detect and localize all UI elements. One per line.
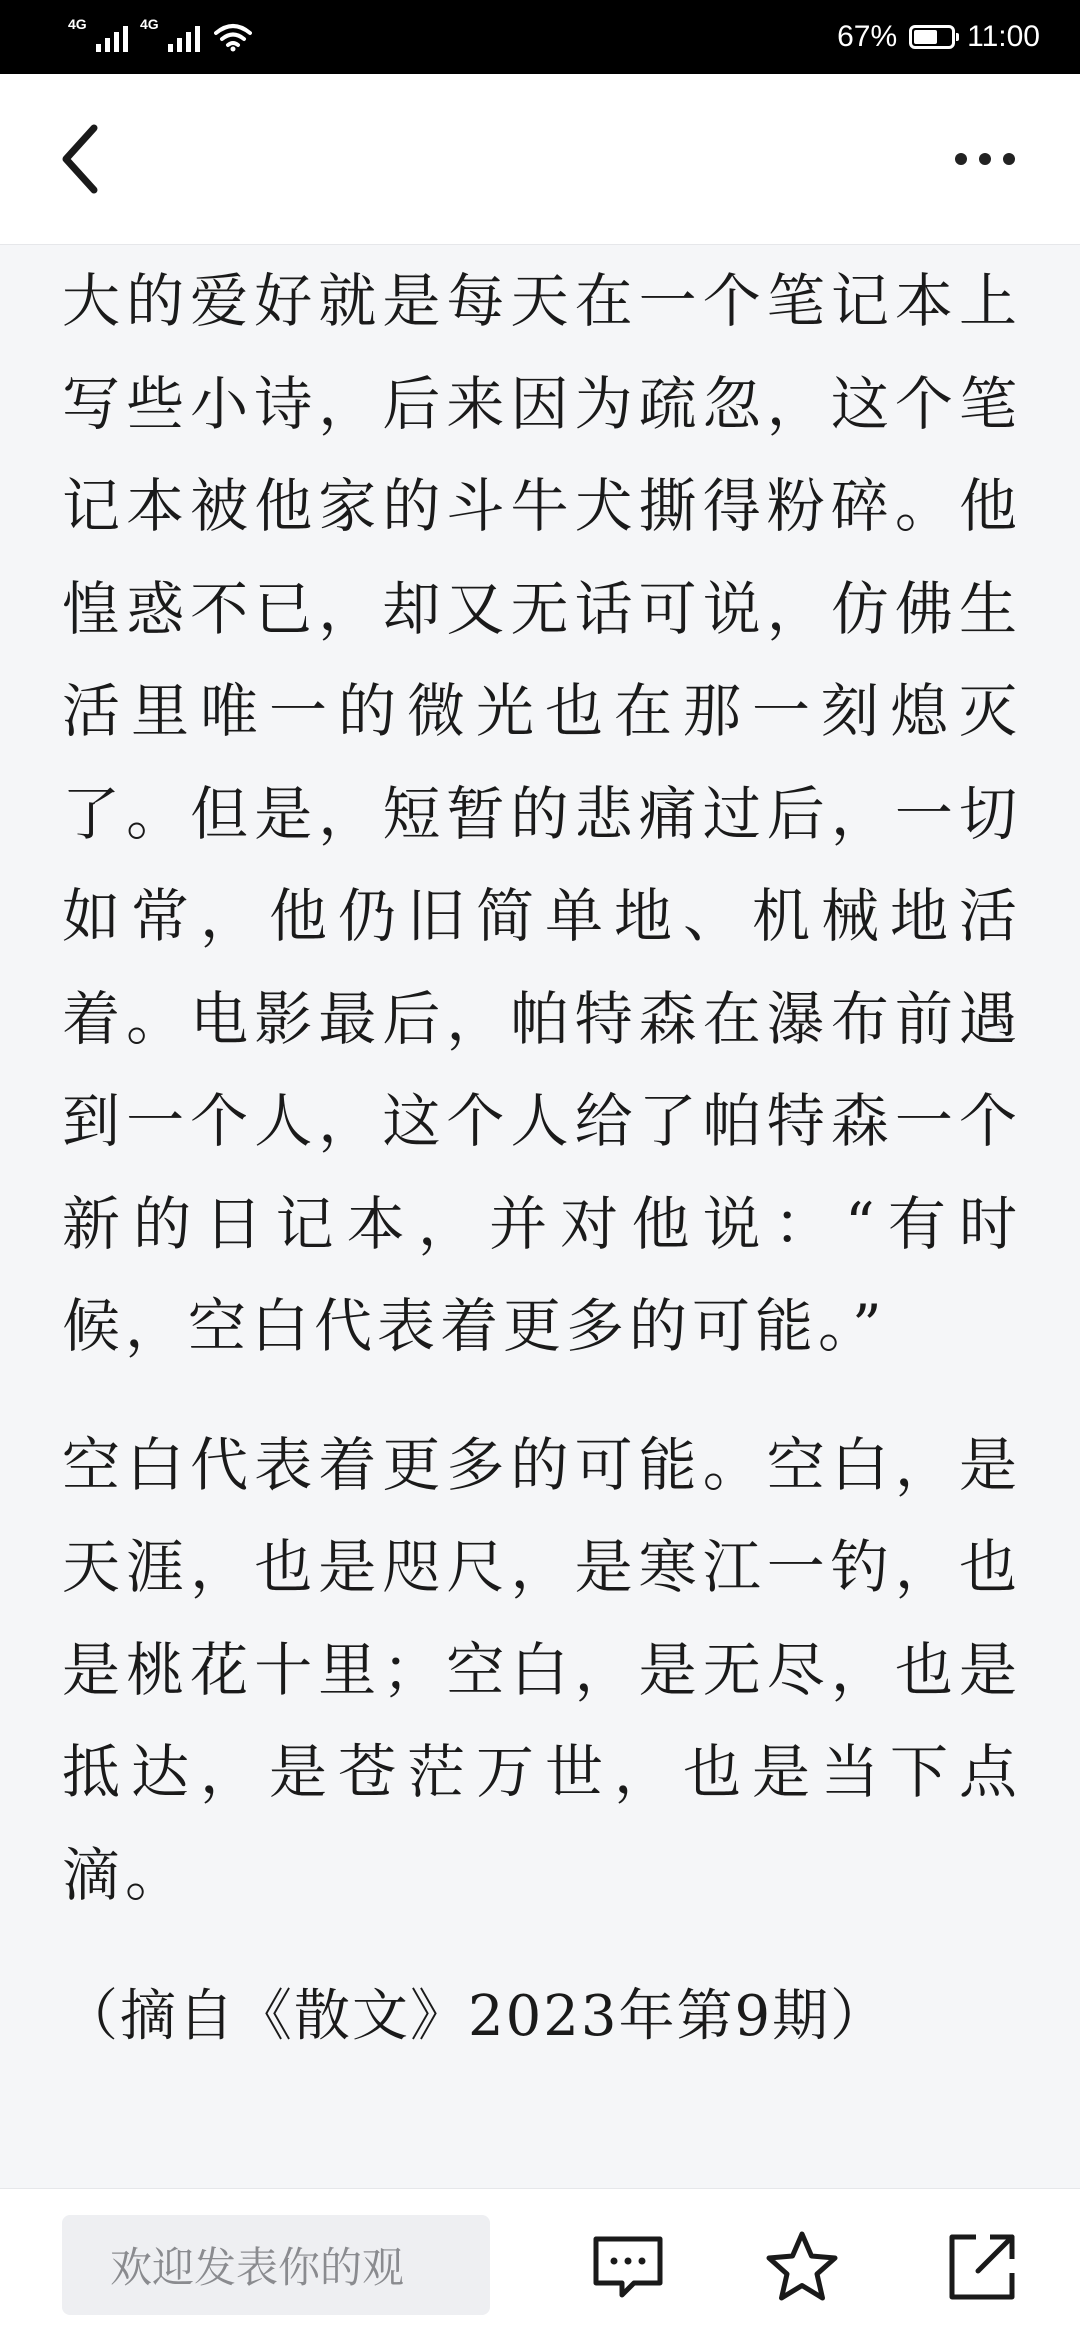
- comment-placeholder: 欢迎发表你的观: [110, 2243, 405, 2292]
- article-paragraph-1: 大的爱好就是每天在一个笔记本上写些小诗，后来因为疏忽，这个笔记本被他家的斗牛犬撕得粉碎。他惶惑不已，却又无话可说，仿佛生活里唯一的微光也在那一刻熄灭了。但是，短暂的悲痛过后，一切如常，他仍旧简单地、机械地活着。电影最后，帕特森在瀑布前遇到一个人，这个人给了帕特森一个新的日记本，并对他说：“有时候，空白代表着更多的可能。”: [62, 267, 1022, 1360]
- comment-button[interactable]: [590, 2229, 666, 2305]
- back-button[interactable]: [58, 114, 138, 204]
- share-icon: [944, 2229, 1020, 2305]
- battery-fill: [914, 30, 937, 44]
- signal-icon-2: [140, 16, 200, 52]
- app-header: [0, 74, 1080, 245]
- network-type-1: 4G: [68, 16, 87, 32]
- comment-input[interactable]: [62, 2215, 490, 2315]
- bottom-bar: [0, 2188, 1080, 2341]
- article-body: [62, 244, 1022, 2052]
- chevron-left-icon: [58, 124, 102, 194]
- more-button[interactable]: [940, 134, 1030, 184]
- status-right: [837, 20, 1040, 54]
- network-type-2: 4G: [140, 16, 159, 32]
- wifi-icon: [214, 22, 252, 52]
- article-source: （摘自《散文》2023年第9期）: [62, 1984, 889, 2049]
- more-horizontal-icon: [955, 153, 967, 165]
- clock: 11:00: [967, 20, 1040, 53]
- favorite-button[interactable]: [764, 2229, 840, 2305]
- comment-icon: [590, 2229, 666, 2305]
- status-left: [68, 16, 252, 52]
- status-bar: [0, 0, 1080, 74]
- article-paragraph-2: 空白代表着更多的可能。空白，是天涯，也是咫尺，是寒江一钓，也是桃花十里；空白，是无尽，也是抵达，是苍茫万世，也是当下点滴。: [62, 1430, 1022, 1909]
- battery-icon: [909, 25, 955, 49]
- share-button[interactable]: [944, 2229, 1020, 2305]
- star-icon: [764, 2229, 840, 2305]
- battery-percent: 67%: [837, 20, 898, 53]
- signal-icon: [68, 16, 128, 52]
